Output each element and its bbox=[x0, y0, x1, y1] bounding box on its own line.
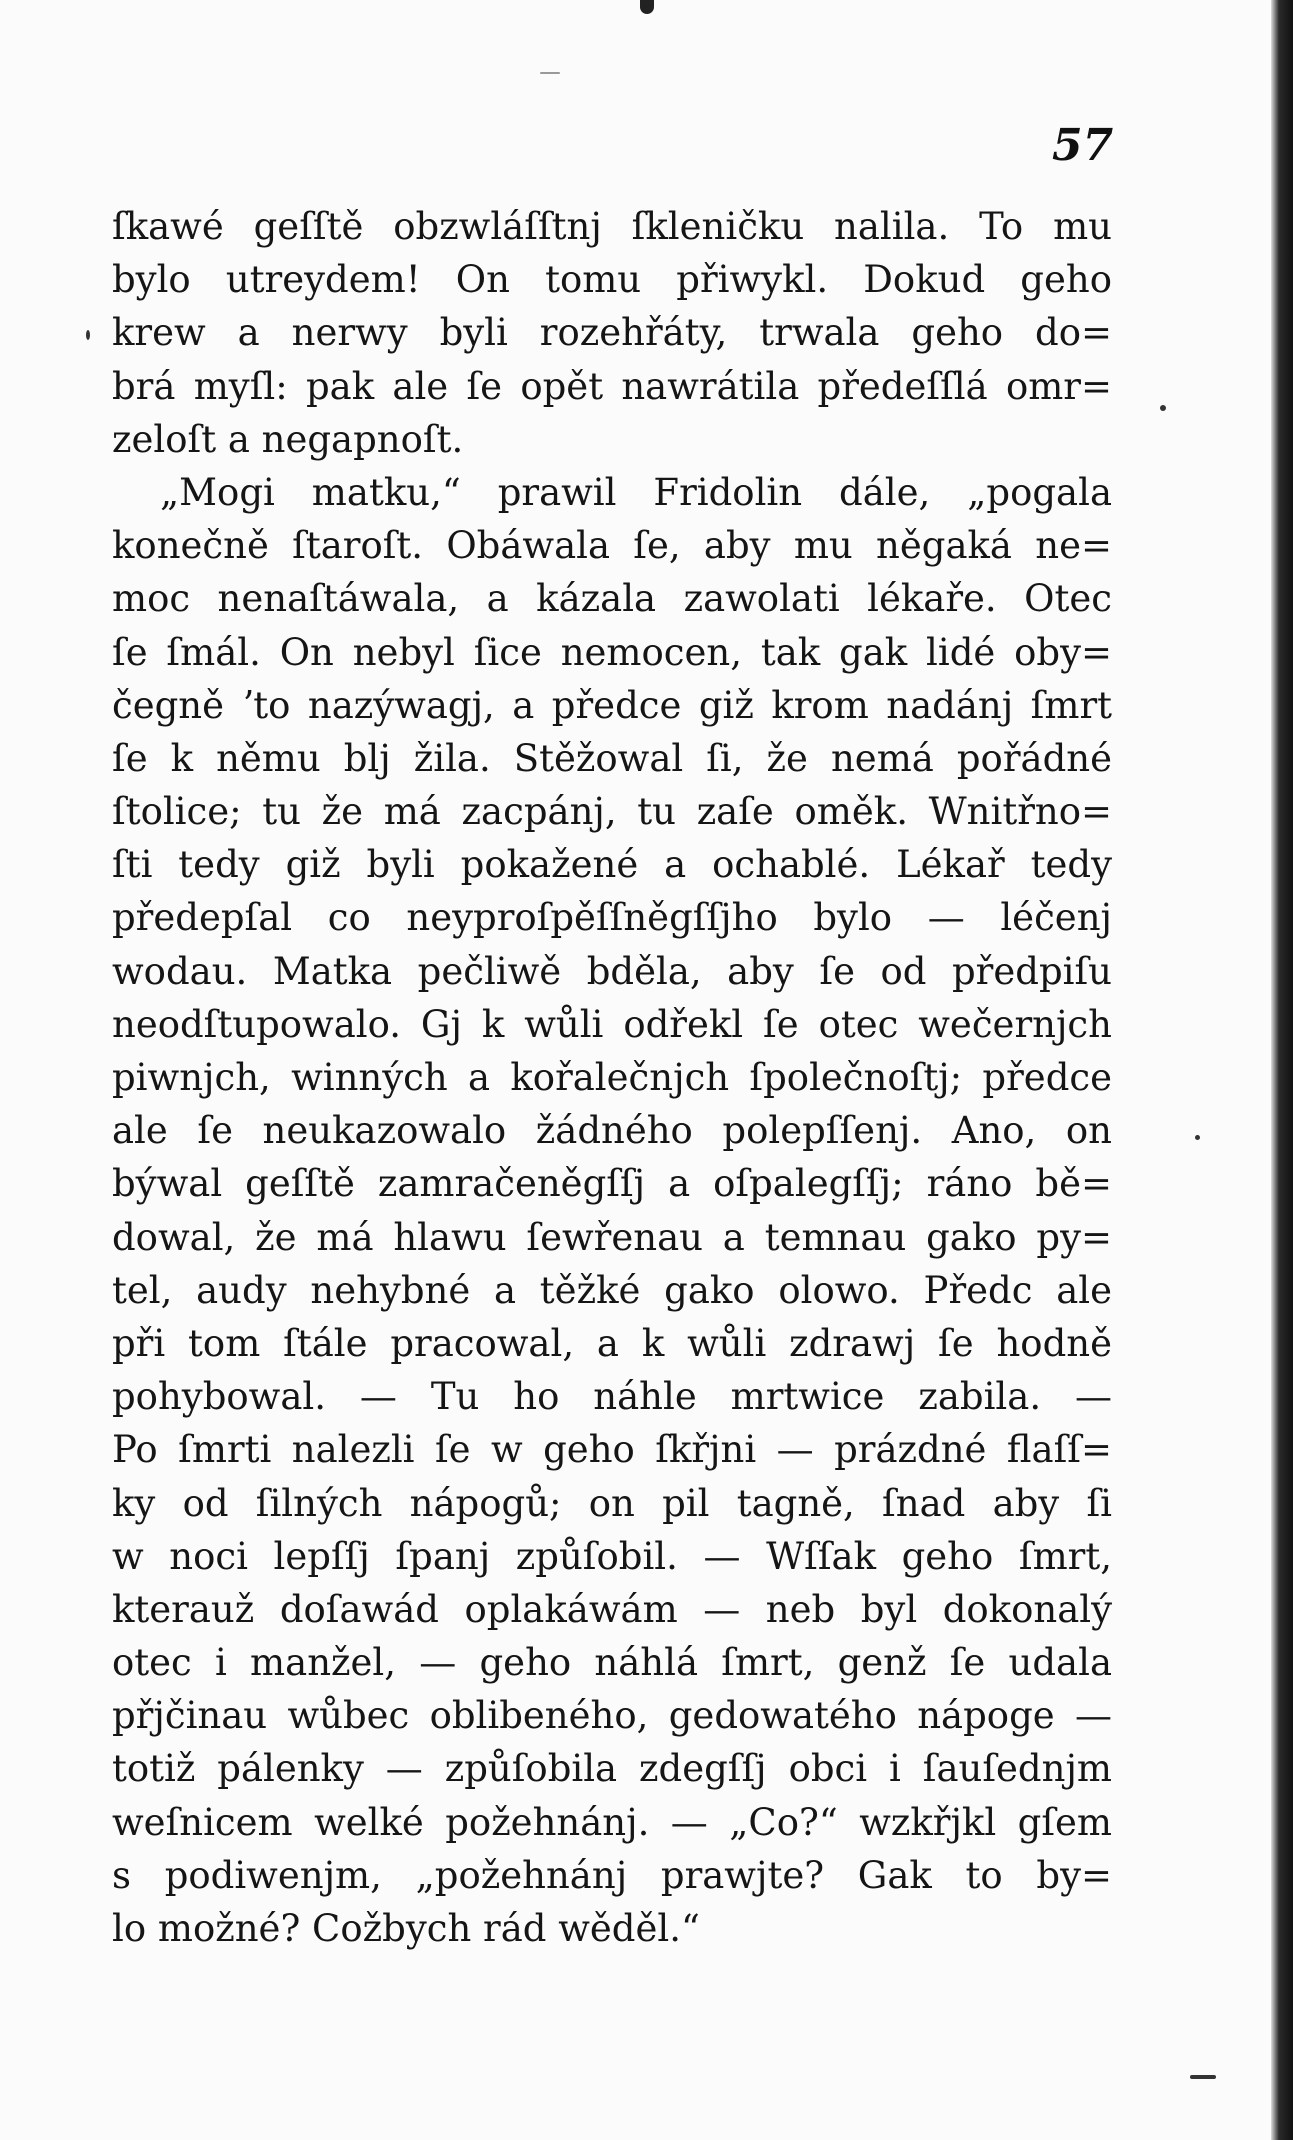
text-line: čegně ʼto nazýwagj, a předce giž krom nadánj ſmrt bbox=[112, 683, 1112, 727]
text-line: při tom ſtále pracowal, a k wůli zdrawj ſe hodně bbox=[112, 1321, 1112, 1365]
text-line: w noci lepſſj ſpanj způſobil. — Wſſak geho ſmrt, bbox=[112, 1534, 1112, 1578]
ink-speck bbox=[1195, 1135, 1200, 1140]
ink-speck bbox=[1160, 405, 1166, 411]
text-line: ſtolice; tu že má zacpánj, tu zaſe oměk. Wnitřno= bbox=[112, 790, 1112, 834]
text-line: „Mogi matku,“ prawil Fridolin dále, „pogala bbox=[160, 470, 1112, 514]
text-line: býwal geſſtě zamračeněgſſj a oſpalegſſj; ráno bě= bbox=[112, 1162, 1112, 1206]
page-number: 57 bbox=[1052, 120, 1114, 171]
text-line: ky od ſilných nápogů; on pil tagně, ſnad aby ſi bbox=[112, 1481, 1112, 1525]
body-text bbox=[112, 200, 1112, 1955]
text-line: piwnjch, winných a kořalečnjch ſpolečnoſtj; předce bbox=[112, 1056, 1112, 1099]
text-line: weſnicem welké požehnánj. — „Co?“ wzkřjkl gſem bbox=[112, 1800, 1112, 1844]
text-line: bylo utreydem! On tomu přiwykl. Dokud geho bbox=[112, 258, 1112, 302]
text-line: totiž pálenky — způſobila zdegſſj obci i ſauſednjm bbox=[112, 1747, 1112, 1791]
text-line: přjčinau wůbec oblibeného, gedowatého nápoge — bbox=[112, 1694, 1112, 1738]
text-line: dowal, že má hlawu ſewřenau a temnau gako py= bbox=[112, 1215, 1112, 1259]
text-line: pohybowal. — Tu ho náhle mrtwice zabila. — bbox=[112, 1375, 1112, 1419]
text-line: ſkawé geſſtě obzwláſſtnj ſkleničku nalila. To mu bbox=[112, 205, 1112, 248]
text-line: Po ſmrti nalezli ſe w geho ſkřjni — prázdné flaſſ= bbox=[112, 1428, 1112, 1472]
text-line: ſti tedy giž byli pokažené a ochablé. Lékař tedy bbox=[112, 843, 1112, 887]
text-line: předepſal co neyproſpěſſněgſſjho bylo — léčenj bbox=[112, 896, 1112, 940]
ink-speck bbox=[540, 72, 560, 74]
text-line: brá myſl: pak ale ſe opět nawrátila předeſſlá omr= bbox=[112, 364, 1112, 408]
text-line: moc nenaſtáwala, a kázala zawolati lékaře. Otec bbox=[112, 577, 1112, 621]
text-line: kterauž doſawád oplakáwám — neb byl dokonalý bbox=[112, 1587, 1112, 1631]
ink-speck bbox=[1190, 2075, 1216, 2079]
text-line: ale ſe neukazowalo žádného polepſſenj. Ano, on bbox=[112, 1109, 1112, 1153]
ink-speck bbox=[86, 330, 90, 340]
text-line: ſe ſmál. On nebyl ſice nemocen, tak gak lidé oby= bbox=[112, 630, 1112, 674]
page-edge-shadow bbox=[1271, 0, 1293, 2140]
text-line: wodau. Matka pečliwě bděla, aby ſe od předpiſu bbox=[112, 949, 1112, 993]
text-line: krew a nerwy byli rozehřáty, trwala geho do= bbox=[112, 311, 1112, 355]
text-line: s podiwenjm, „požehnánj prawjte? Gak to by= bbox=[112, 1853, 1112, 1897]
text-line: tel, audy nehybné a těžké gako olowo. Předc ale bbox=[112, 1268, 1112, 1312]
text-line: konečně ſtaroſt. Obáwala ſe, aby mu něgaká ne= bbox=[112, 524, 1112, 568]
text-line: zeloſt a negapnoſt. bbox=[112, 417, 464, 461]
text-line: ſe k němu blj žila. Stěžowal ſi, že nemá pořádné bbox=[112, 736, 1112, 780]
text-line: otec i manžel, — geho náhlá ſmrt, genž ſe udala bbox=[112, 1641, 1112, 1685]
text-line: lo možné? Cožbych rád wěděl.“ bbox=[112, 1907, 700, 1950]
binding-mark bbox=[640, 0, 654, 14]
text-line: neodſtupowalo. Gj k wůli odřekl ſe otec wečernjch bbox=[112, 1002, 1112, 1046]
